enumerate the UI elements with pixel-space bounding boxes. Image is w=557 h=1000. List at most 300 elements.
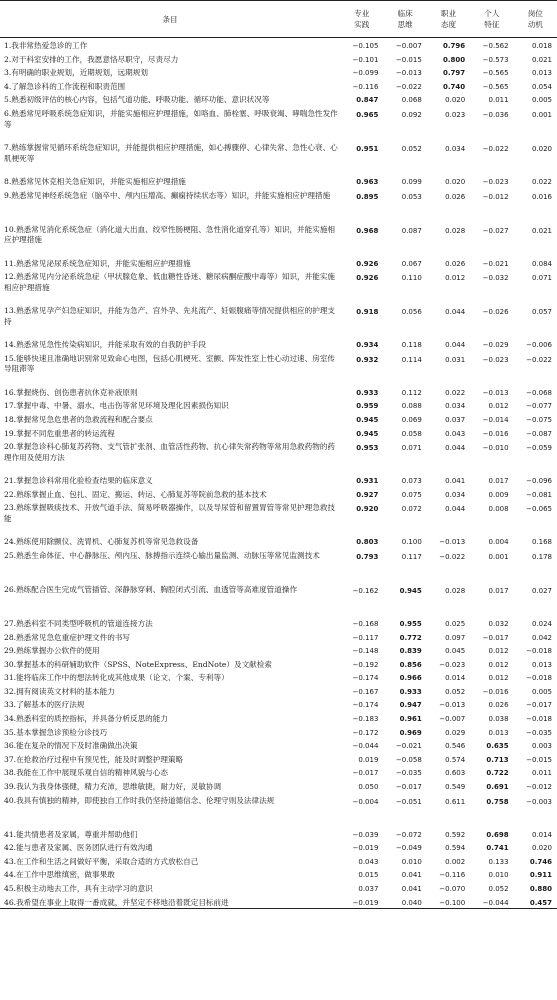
loading-personal-traits: −0.017	[482, 633, 509, 642]
loading-clinical-thinking: −0.072	[395, 830, 422, 839]
loading-clinical-thinking: −0.051	[395, 797, 422, 806]
loading-clinical-thinking: 0.058	[401, 429, 422, 438]
loading-professional-attitude: 0.028	[445, 586, 466, 595]
loading-professional-attitude: −0.070	[439, 885, 466, 893]
loading-personal-traits: −0.016	[482, 429, 509, 438]
loading-clinical-thinking: 0.092	[401, 110, 422, 119]
loading-professional-attitude: 0.549	[445, 783, 466, 792]
loading-clinical-thinking: 0.772	[399, 633, 422, 642]
table-row	[0, 106, 557, 140]
item-cell	[0, 827, 340, 841]
item-text: 33.了解基本的医疗法规	[4, 700, 85, 710]
item-cell	[0, 269, 340, 303]
item-cell	[0, 487, 340, 501]
item-text: 37.在抢救治疗过程中有预见性，能及时调整护理策略	[4, 754, 184, 764]
loading-personal-traits: −0.032	[482, 274, 509, 283]
loading-professional-attitude: 0.028	[445, 226, 466, 235]
loading-professional-attitude: −0.007	[439, 715, 466, 724]
loading-personal-traits: 0.052	[488, 885, 509, 893]
loading-professional-attitude: 0.023	[445, 110, 466, 119]
loading-professional-practice: −0.162	[352, 586, 379, 595]
loading-job-motivation: 0.021	[531, 55, 552, 64]
loading-professional-practice: 0.895	[356, 192, 379, 201]
loading-professional-practice: −0.174	[352, 701, 379, 710]
loading-professional-practice: 0.015	[358, 871, 379, 880]
table-row	[0, 65, 557, 79]
loading-personal-traits: −0.565	[482, 82, 509, 91]
loading-personal-traits: 0.008	[488, 505, 509, 514]
loading-clinical-thinking: 0.010	[401, 857, 422, 866]
loading-personal-traits: 0.010	[488, 871, 509, 880]
item-text: 38.我能在工作中展现乐观自信的精神风貌与心态	[4, 768, 168, 778]
item-cell	[0, 385, 340, 399]
table-row	[0, 657, 557, 671]
item-cell	[0, 840, 340, 854]
item-cell	[0, 106, 340, 140]
loading-personal-traits: 0.758	[486, 797, 509, 806]
loading-professional-practice: 0.847	[356, 96, 379, 105]
table-row	[0, 188, 557, 222]
loading-professional-attitude: −0.022	[439, 552, 466, 561]
table-row	[0, 174, 557, 188]
loading-job-motivation: 0.911	[529, 871, 552, 880]
item-text: 34.熟悉科室的质控指标，并具备分析反思的能力	[4, 714, 168, 724]
item-cell	[0, 725, 340, 739]
item-text: 21.掌握急诊科常用化验检查结果的临床意义	[4, 476, 153, 486]
loading-job-motivation: −0.018	[526, 647, 552, 656]
item-text: 44.在工作中思维缜密，做事果敢	[4, 870, 115, 880]
loading-job-motivation: 0.001	[531, 110, 552, 119]
loading-professional-attitude: 0.026	[445, 259, 466, 268]
loading-professional-practice: −0.168	[352, 619, 379, 628]
loading-professional-practice: 0.934	[356, 341, 379, 350]
loading-job-motivation: 0.014	[531, 830, 552, 839]
item-text: 41.能共情患者及家属，尊重并帮助他们	[4, 829, 138, 839]
loading-personal-traits: 0.713	[486, 755, 509, 764]
loading-job-motivation: −0.012	[526, 783, 552, 792]
table-row	[0, 534, 557, 548]
loading-job-motivation: 0.016	[531, 192, 552, 201]
table-row	[0, 854, 557, 868]
table-row	[0, 548, 557, 582]
table-row	[0, 684, 557, 698]
item-cell	[0, 657, 340, 671]
item-cell	[0, 65, 340, 79]
item-text: 27.熟悉科室不同类型呼吸机的管道连接方法	[4, 618, 153, 628]
loading-professional-practice: 0.953	[356, 444, 379, 453]
loading-personal-traits: −0.023	[482, 355, 509, 364]
loading-personal-traits: 0.009	[488, 490, 509, 499]
table-row	[0, 616, 557, 630]
loading-clinical-thinking: 0.040	[383, 895, 426, 909]
loading-clinical-thinking: 0.933	[399, 687, 422, 696]
item-cell	[0, 684, 340, 698]
loading-personal-traits: 0.011	[488, 96, 509, 105]
loading-professional-attitude: 0.012	[445, 274, 466, 283]
table-row	[0, 711, 557, 725]
loading-personal-traits: 0.001	[488, 552, 509, 561]
table-row	[0, 256, 557, 270]
table-row	[0, 765, 557, 779]
loading-professional-attitude: −0.116	[439, 871, 466, 880]
loading-clinical-thinking: 0.966	[399, 674, 422, 683]
item-text: 32.拥有阅读英文材料的基本能力	[4, 686, 115, 696]
loading-job-motivation: 0.054	[531, 82, 552, 91]
loading-professional-practice: 0.019	[358, 755, 379, 764]
loading-job-motivation: 0.178	[531, 552, 552, 561]
item-cell	[0, 188, 340, 222]
item-cell	[0, 500, 340, 534]
loading-clinical-thinking: 0.087	[401, 226, 422, 235]
loading-professional-attitude: 0.044	[445, 308, 466, 317]
loading-professional-attitude: −0.023	[439, 660, 466, 669]
loading-professional-attitude: 0.044	[445, 505, 466, 514]
loading-professional-practice: −0.167	[352, 687, 379, 696]
item-text: 13.熟悉常见孕产妇急症知识，并能为急产、宫外孕、先兆流产、妊娠腹痛等情况提供相应的护理支持	[4, 306, 336, 326]
table-row	[0, 473, 557, 487]
loading-job-motivation: −0.018	[526, 715, 552, 724]
loading-clinical-thinking: 0.073	[401, 477, 422, 486]
item-cell	[0, 398, 340, 412]
loading-job-motivation: 0.005	[531, 687, 552, 696]
loading-clinical-thinking: 0.041	[401, 885, 422, 893]
header-row	[0, 1, 557, 38]
item-text: 29.熟练掌握办公软件的使用	[4, 646, 100, 656]
loading-clinical-thinking: 0.041	[401, 871, 422, 880]
loading-job-motivation: −0.081	[526, 490, 552, 499]
loading-job-motivation: 0.027	[531, 586, 552, 595]
loading-clinical-thinking: −0.035	[395, 769, 422, 778]
item-cell	[0, 881, 340, 895]
loading-professional-practice: −0.019	[340, 895, 383, 909]
loading-personal-traits: 0.012	[488, 660, 509, 669]
loading-job-motivation: 0.024	[531, 619, 552, 628]
loading-clinical-thinking: 0.099	[401, 177, 422, 186]
item-cell	[0, 426, 340, 440]
loading-personal-traits: 0.012	[488, 647, 509, 656]
item-text: 5.熟悉初级评估的核心内容，包括气道功能、呼吸功能、循环功能、意识状况等	[4, 95, 270, 105]
table-row	[0, 725, 557, 739]
item-cell	[0, 793, 340, 827]
item-text: 3.有明确的职业规划，近期规划，远期规划	[4, 68, 148, 78]
loading-professional-practice: 0.951	[356, 144, 379, 153]
loading-professional-practice: 0.945	[356, 429, 379, 438]
loading-personal-traits: −0.012	[482, 192, 509, 201]
header-professional-attitude: 职业 态度	[427, 1, 470, 38]
loading-personal-traits: 0.004	[488, 538, 509, 547]
loading-clinical-thinking: 0.856	[399, 660, 422, 669]
table-row	[0, 779, 557, 793]
item-text: 45.积极主动地去工作，具有主动学习的意识	[4, 884, 153, 893]
loading-professional-attitude: 0.052	[445, 687, 466, 696]
item-cell	[0, 337, 340, 351]
loading-professional-practice: 0.959	[356, 402, 379, 411]
loading-clinical-thinking: 0.839	[399, 647, 422, 656]
loading-clinical-thinking: 0.053	[401, 192, 422, 201]
item-cell	[0, 779, 340, 793]
loading-clinical-thinking: 0.118	[401, 341, 422, 350]
table-row	[0, 643, 557, 657]
loading-job-motivation: 0.168	[531, 538, 552, 547]
loading-clinical-thinking: 0.072	[401, 505, 422, 514]
loading-professional-attitude: 0.043	[445, 429, 466, 438]
item-cell	[0, 38, 340, 52]
loading-personal-traits: 0.012	[488, 674, 509, 683]
loading-clinical-thinking: 0.068	[401, 96, 422, 105]
loading-job-motivation: −0.015	[526, 755, 552, 764]
loading-job-motivation: 0.022	[531, 177, 552, 186]
table-row	[0, 895, 557, 909]
loading-clinical-thinking: 0.114	[401, 355, 422, 364]
item-cell	[0, 582, 340, 616]
loading-job-motivation: 0.084	[531, 259, 552, 268]
loading-professional-practice: −0.148	[352, 647, 379, 656]
table-row	[0, 385, 557, 399]
item-text: 35.基本掌握急诊预检分诊技巧	[4, 727, 108, 737]
loading-clinical-thinking: 0.056	[401, 308, 422, 317]
item-cell	[0, 738, 340, 752]
table-row	[0, 412, 557, 426]
loading-clinical-thinking: −0.013	[395, 69, 422, 78]
loading-professional-attitude: 0.044	[445, 341, 466, 350]
table-row	[0, 867, 557, 881]
table-row	[0, 881, 557, 895]
loading-clinical-thinking: 0.110	[401, 274, 422, 283]
loading-job-motivation: 0.003	[531, 742, 552, 751]
loading-professional-attitude: 0.037	[445, 415, 466, 424]
item-text: 36.能在复杂的情况下及时准确做出决策	[4, 741, 138, 751]
item-cell	[0, 534, 340, 548]
item-text: 30.掌握基本的科研辅助软件（SPSS、NoteExpress、EndNote）及文献检索	[4, 659, 272, 669]
loading-personal-traits: 0.017	[488, 477, 509, 486]
loading-clinical-thinking: −0.049	[395, 844, 422, 853]
loading-professional-practice: −0.174	[352, 674, 379, 683]
loading-professional-practice: 0.965	[356, 110, 379, 119]
loading-job-motivation: 0.057	[531, 308, 552, 317]
table-row	[0, 222, 557, 256]
loading-clinical-thinking: −0.058	[395, 755, 422, 764]
item-text: 23.熟练掌握吸痰技术、开放气道手法、简易呼吸器操作，以及导尿管和留置胃管等常见护理急救技能	[4, 503, 336, 523]
header-clinical-thinking: 临床 思维	[383, 1, 426, 38]
item-text: 10.熟悉常见消化系统急症（消化道大出血、绞窄性肠梗阻、急性消化道穿孔等）知识，并能实施相应护理措施	[4, 224, 336, 245]
loading-job-motivation: −0.059	[526, 444, 552, 453]
table-row	[0, 38, 557, 52]
loading-professional-practice: −0.019	[352, 844, 379, 853]
loading-professional-attitude: 0.800	[443, 55, 466, 64]
table-row	[0, 630, 557, 644]
loading-professional-attitude: 0.034	[445, 402, 466, 411]
loading-professional-attitude: 0.594	[445, 844, 466, 853]
loading-job-motivation: 0.021	[531, 226, 552, 235]
loading-professional-attitude: 0.796	[443, 42, 466, 50]
loading-clinical-thinking: −0.015	[395, 55, 422, 64]
loading-personal-traits: −0.026	[482, 308, 509, 317]
loading-job-motivation: −0.018	[526, 674, 552, 683]
loading-professional-attitude: 0.025	[445, 619, 466, 628]
loading-professional-attitude: 0.041	[445, 477, 466, 486]
loading-personal-traits: 0.722	[486, 769, 509, 778]
header-job-motivation: 岗位 动机	[514, 1, 557, 38]
loading-professional-practice: 0.037	[358, 885, 379, 893]
loading-professional-attitude: 0.797	[443, 69, 466, 78]
table-row	[0, 351, 557, 385]
table-row	[0, 840, 557, 854]
table-row	[0, 79, 557, 93]
item-text: 43.在工作和生活之间做好平衡，采取合适的方式放松自己	[4, 856, 199, 866]
loading-professional-attitude: 0.014	[445, 674, 466, 683]
item-cell	[0, 895, 340, 909]
loading-personal-traits: 0.013	[488, 728, 509, 737]
item-text: 16.掌握烧伤、创伤患者抗休克补液原则	[4, 387, 138, 397]
item-cell	[0, 222, 340, 256]
loading-professional-attitude: 0.044	[445, 444, 466, 453]
loading-professional-practice: 0.926	[356, 274, 379, 283]
loading-job-motivation: 0.018	[531, 42, 552, 50]
loading-professional-practice: 0.963	[356, 177, 379, 186]
loading-professional-attitude: 0.546	[445, 742, 466, 751]
loading-personal-traits: 0.698	[486, 830, 509, 839]
item-cell	[0, 92, 340, 106]
item-text: 11.熟悉常见泌尿系统急症知识，并能实施相应护理措施	[4, 258, 191, 268]
loading-professional-practice: −0.044	[352, 742, 379, 751]
loading-professional-practice: −0.105	[352, 42, 379, 50]
item-cell	[0, 548, 340, 582]
table-row	[0, 487, 557, 501]
loading-professional-practice: 0.918	[356, 308, 379, 317]
item-text: 8.熟悉常见休克相关急症知识，并能实施相应护理措施	[4, 176, 186, 186]
table-row	[0, 827, 557, 841]
loading-clinical-thinking: 0.117	[401, 552, 422, 561]
loading-professional-attitude: 0.034	[445, 144, 466, 153]
item-cell	[0, 616, 340, 630]
item-cell	[0, 630, 340, 644]
loading-personal-traits: −0.016	[482, 687, 509, 696]
item-text: 25.熟悉生命体征、中心静脉压、颅内压、脉搏指示连续心输出量监测、动脉压等常见监测技术	[4, 550, 320, 560]
loading-personal-traits: −0.029	[482, 341, 509, 350]
item-text: 39.我认为我身体强健，精力充沛，思维敏捷，耐力好，灵敏协调	[4, 782, 222, 792]
item-cell	[0, 439, 340, 473]
item-cell	[0, 752, 340, 766]
loading-professional-attitude: 0.029	[445, 728, 466, 737]
item-cell	[0, 854, 340, 868]
loading-professional-attitude: −0.013	[439, 701, 466, 710]
loading-personal-traits: −0.023	[482, 177, 509, 186]
loading-clinical-thinking: 0.947	[399, 701, 422, 710]
loading-professional-practice: −0.039	[352, 830, 379, 839]
loading-professional-practice: −0.183	[352, 715, 379, 724]
table-row	[0, 303, 557, 337]
loading-personal-traits: −0.036	[482, 110, 509, 119]
loading-personal-traits: −0.013	[482, 388, 509, 397]
table-row	[0, 738, 557, 752]
item-cell	[0, 174, 340, 188]
table-row	[0, 670, 557, 684]
item-cell	[0, 697, 340, 711]
loading-clinical-thinking: −0.021	[395, 742, 422, 751]
item-cell	[0, 643, 340, 657]
item-cell	[0, 256, 340, 270]
loading-professional-practice: −0.004	[352, 797, 379, 806]
loading-professional-practice: 0.933	[356, 388, 379, 397]
loading-professional-attitude: 0.022	[445, 388, 466, 397]
header-personal-traits: 个人 特征	[470, 1, 513, 38]
loading-job-motivation: −0.065	[526, 505, 552, 514]
table-row	[0, 439, 557, 473]
loading-job-motivation: −0.075	[526, 415, 552, 424]
item-cell	[0, 473, 340, 487]
loading-job-motivation: 0.457	[514, 895, 557, 909]
loading-job-motivation: −0.035	[526, 728, 552, 737]
item-text: 22.熟练掌握止血、包扎、固定、搬运、转运、心肺复苏等院前急救的基本技术	[4, 489, 267, 499]
loading-personal-traits: −0.044	[470, 895, 513, 909]
header-item: 条目	[0, 1, 340, 38]
table-row	[0, 337, 557, 351]
loading-job-motivation: 0.005	[531, 96, 552, 105]
item-text: 20.掌握急诊科心肺复苏药物、支气管扩张剂、血管活性药物、抗心律失常药物等常用急救药物的药理作用及使用方法	[4, 442, 336, 462]
loading-job-motivation: 0.020	[531, 844, 552, 853]
loading-professional-practice: −0.099	[352, 69, 379, 78]
item-cell	[0, 867, 340, 881]
loading-professional-attitude: 0.031	[445, 355, 466, 364]
loading-personal-traits: −0.565	[482, 69, 509, 78]
loading-clinical-thinking: −0.022	[395, 82, 422, 91]
loading-personal-traits: 0.635	[486, 742, 509, 751]
loading-personal-traits: 0.133	[488, 857, 509, 866]
loading-personal-traits: 0.017	[488, 586, 509, 595]
loading-professional-practice: −0.101	[352, 55, 379, 64]
loading-professional-practice: 0.926	[356, 259, 379, 268]
loading-job-motivation: 0.020	[531, 144, 552, 153]
loading-professional-attitude: 0.574	[445, 755, 466, 764]
loading-job-motivation: 0.042	[531, 633, 552, 642]
table-row	[0, 752, 557, 766]
item-text: 19.掌握不同危重患者的转运流程	[4, 428, 115, 438]
item-text: 15.能够快速且准确地识别常见致命心电图，包括心肌梗死、室颤、阵发性室上性心动过速、房室传导阻滞等	[4, 353, 336, 374]
table-row	[0, 92, 557, 106]
loading-job-motivation: 0.746	[529, 857, 552, 866]
loading-personal-traits: −0.021	[482, 259, 509, 268]
item-text: 6.熟悉常见呼吸系统急症知识，并能实施相应护理措施，如咯血、肺栓塞、呼吸衰竭、哮喘急性发作等	[4, 108, 338, 129]
loading-professional-practice: 0.920	[356, 505, 379, 514]
loading-personal-traits: −0.010	[482, 444, 509, 453]
table-row	[0, 793, 557, 827]
loading-job-motivation: −0.022	[526, 355, 552, 364]
loading-clinical-thinking: −0.007	[395, 42, 422, 50]
loading-clinical-thinking: 0.075	[401, 490, 422, 499]
item-cell	[0, 303, 340, 337]
loading-professional-attitude: −0.100	[427, 895, 470, 909]
item-cell	[0, 765, 340, 779]
loading-personal-traits: −0.014	[482, 415, 509, 424]
table-row	[0, 426, 557, 440]
loading-professional-practice: 0.803	[356, 538, 379, 547]
loading-professional-practice: 0.793	[356, 552, 379, 561]
loading-personal-traits: 0.026	[488, 701, 509, 710]
loading-clinical-thinking: 0.969	[399, 728, 422, 737]
item-text: 18.掌握常见急危患者的急救流程和配合要点	[4, 414, 153, 424]
item-text: 46.我希望在事业上取得一番成就，并坚定不移地沿着既定目标前进	[4, 897, 229, 907]
loading-job-motivation: 0.013	[531, 69, 552, 78]
item-text: 28.熟悉常见急危重症护理文件的书写	[4, 632, 130, 642]
loading-personal-traits: 0.741	[486, 844, 509, 853]
loading-professional-attitude: 0.592	[445, 830, 466, 839]
loading-professional-attitude: 0.020	[445, 96, 466, 105]
loading-professional-practice: −0.117	[352, 633, 379, 642]
item-text: 1.我非常热爱急诊的工作	[4, 41, 88, 50]
loading-clinical-thinking: 0.945	[399, 586, 422, 595]
item-text: 2.对于科室安排的工作，我愿意恪尽职守，尽责尽力	[4, 54, 179, 64]
loading-job-motivation: −0.087	[526, 429, 552, 438]
